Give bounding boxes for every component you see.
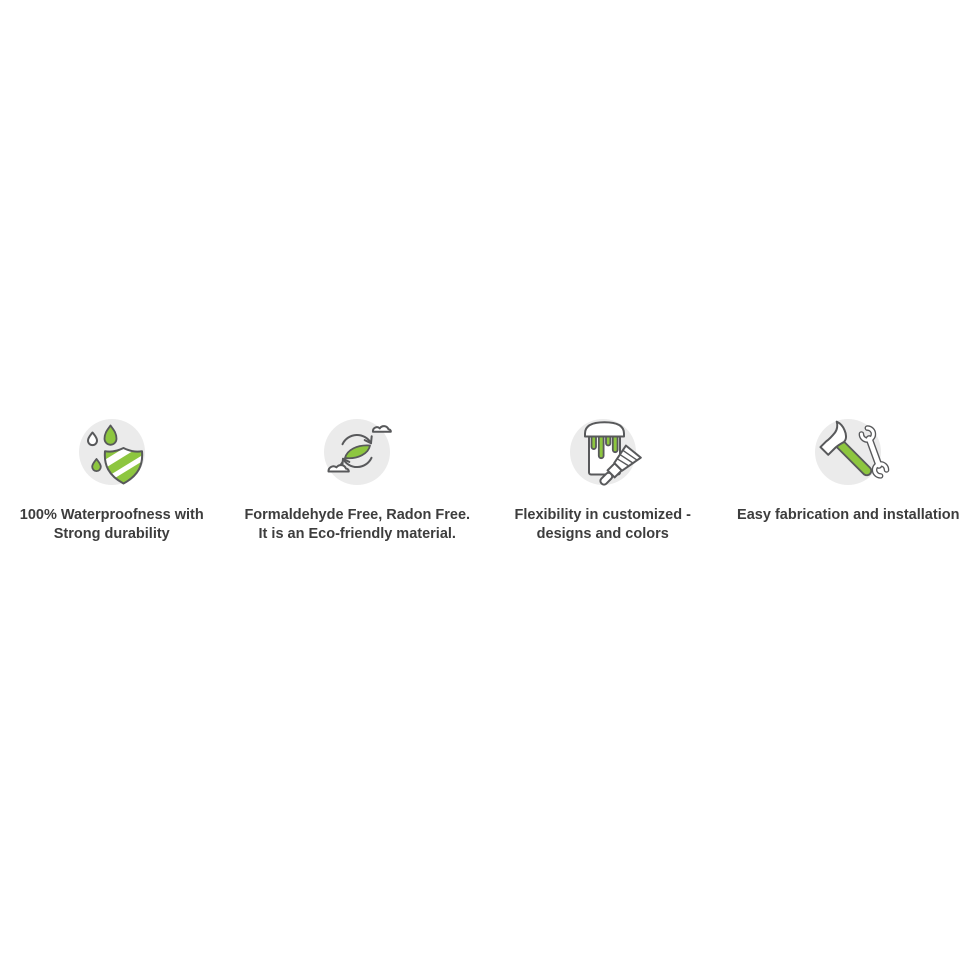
caption-line: It is an Eco-friendly material.	[258, 526, 456, 542]
feature-card-custom-design	[480, 418, 726, 544]
feature-card-waterproof	[0, 418, 235, 544]
caption-line: Flexibility in customized -	[514, 507, 691, 523]
feature-caption	[737, 506, 959, 525]
caption-line: designs and colors	[536, 526, 669, 542]
caption-line: Formaldehyde Free, Radon Free.	[244, 507, 471, 523]
caption-line: 100% Waterproofness with	[19, 507, 204, 523]
feature-card-eco	[235, 418, 481, 544]
feature-caption	[244, 506, 470, 544]
feature-caption	[515, 506, 691, 544]
waterproof-shield-droplets-icon	[62, 418, 162, 486]
caption-line: Easy fabrication and installation	[737, 507, 960, 523]
feature-caption	[20, 506, 204, 544]
feature-card-installation	[726, 418, 960, 544]
paint-bucket-brush-icon	[553, 418, 653, 486]
caption-line: Strong durability	[53, 526, 170, 542]
hammer-wrench-icon	[798, 418, 898, 486]
feature-strip	[0, 418, 960, 544]
eco-recycle-leaf-icon	[307, 418, 407, 486]
